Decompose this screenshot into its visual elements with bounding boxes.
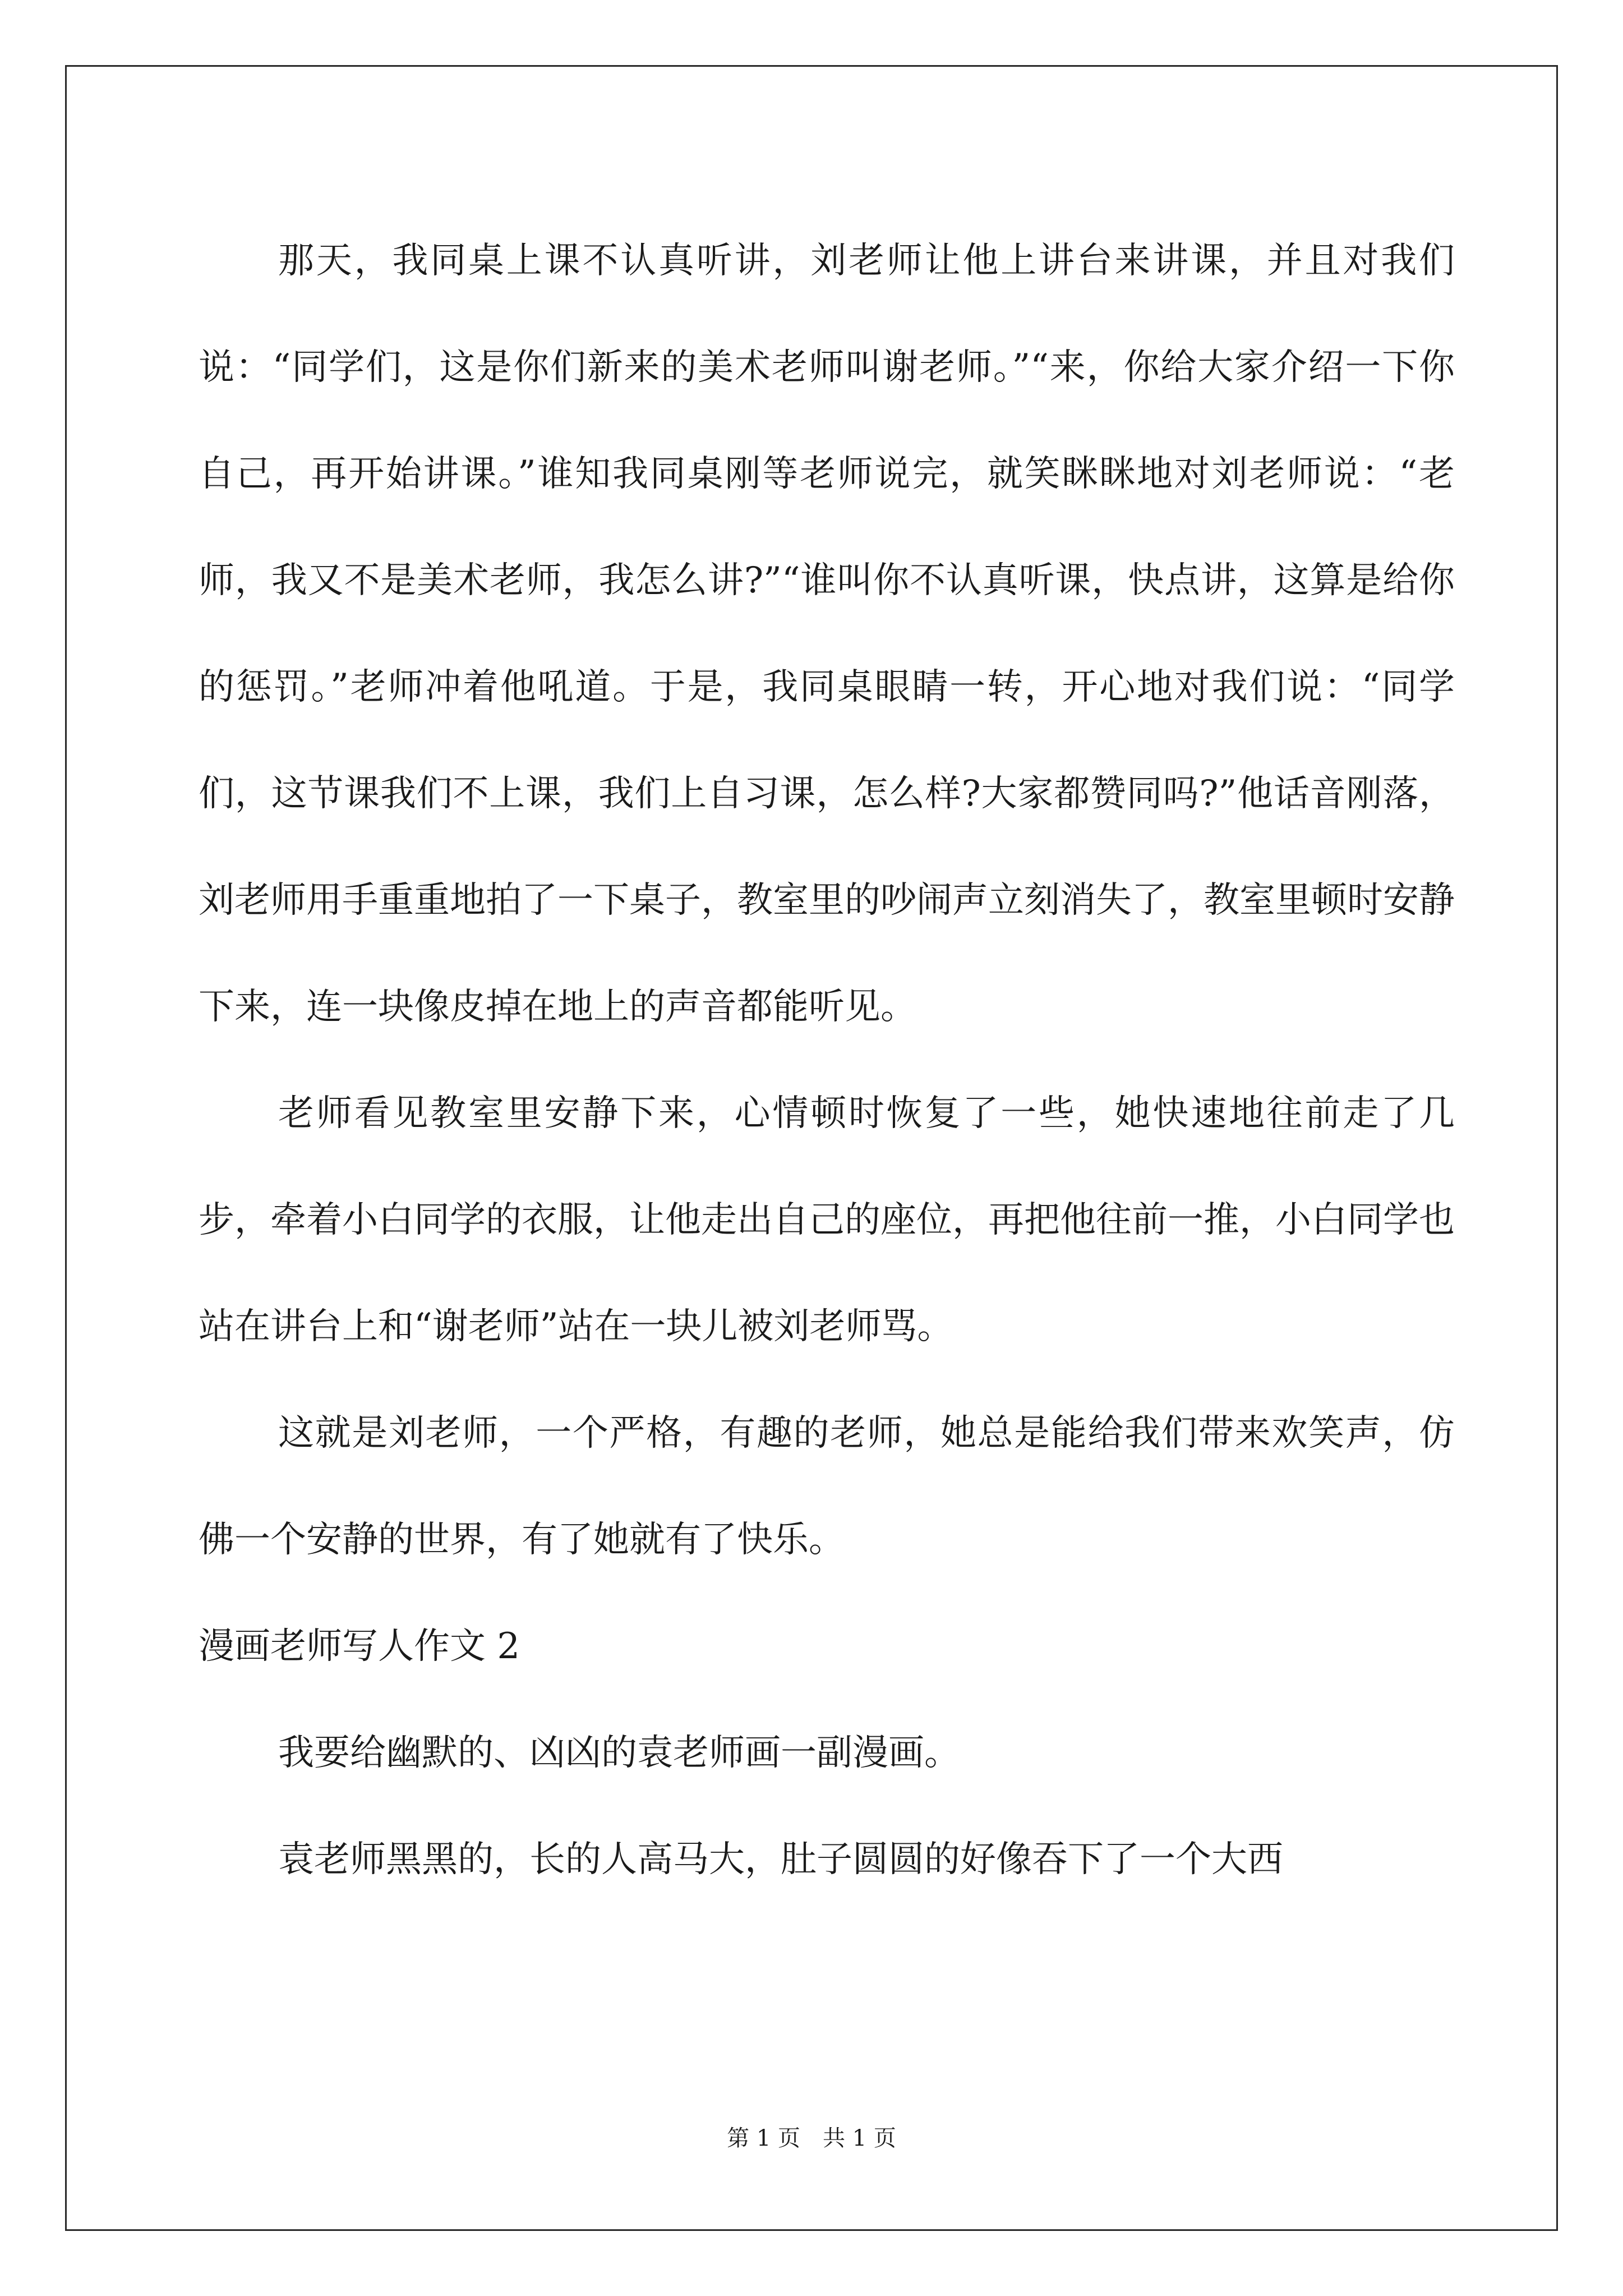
paragraph-5: 袁老师黑黑的，长的人高马大，肚子圆圆的好像吞下了一个大西 [278,1839,1283,1880]
paragraph-3: 这就是刘老师，一个严格，有趣的老师，她总是能给我们带来欢笑声，仿佛一个安静的世界，有了她就有了快乐。 [199,1412,1455,1561]
document-body [199,208,1455,1913]
paragraph-1: 那天，我同桌上课不认真听讲，刘老师让他上讲台来讲课，并且对我们说：“同学们，这是你们新来的美术老师叫谢老师。”“来，你给大家介绍一下你自己，再开始讲课。”谁知我同桌刚等老师说完，就笑眯眯地对刘老师说：“老师，我又不是美术老师，我怎么讲?”“谁叫你不认真听课，快点讲，这算是给你的惩罚。”老师冲着他吼道。于是，我同桌眼睛一转，开心地对我们说：“同学们，这节课我们不上课，我们上自习课，怎么样?大家都赞同吗?”他话音刚落，刘老师用手重重地拍了一下桌子，教室里的吵闹声立刻消失了，教室里顿时安静下来，连一块像皮掉在地上的声音都能听见。 [199,240,1455,1028]
paragraph-2: 老师看见教室里安静下来，心情顿时恢复了一些，她快速地往前走了几步，牵着小白同学的衣服，让他走出自己的座位，再把他往前一推，小白同学也站在讲台上和“谢老师”站在一块儿被刘老师骂。 [199,1093,1455,1347]
page-footer: 第 1 页 共 1 页 [727,2125,896,2151]
section-heading: 漫画老师写人作文 2 [199,1626,520,1667]
paragraph-4: 我要给幽默的、凶凶的袁老师画一副漫画。 [278,1732,960,1774]
